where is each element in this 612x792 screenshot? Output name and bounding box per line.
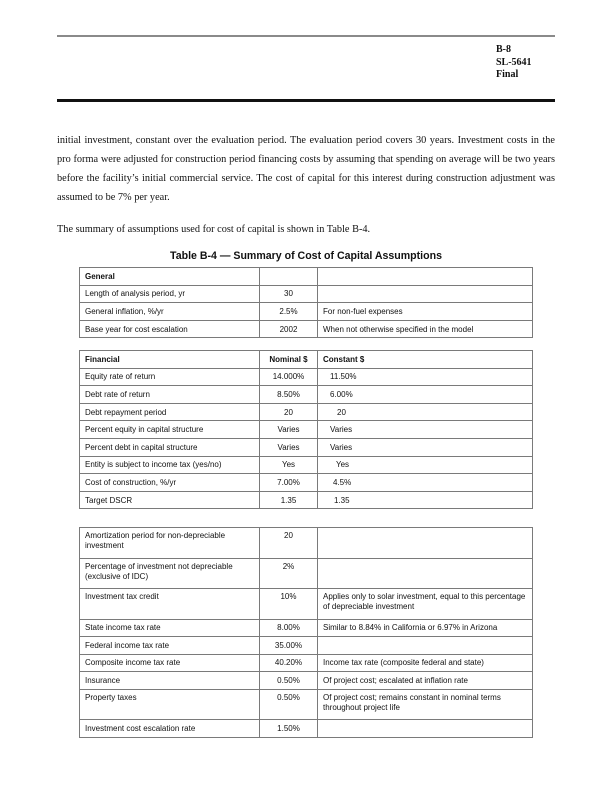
table-caption: Table B-4 — Summary of Cost of Capital Assumptions [170, 250, 442, 262]
other-assumptions-table [79, 527, 533, 738]
header-rule-top [57, 35, 555, 37]
general-assumptions-table [79, 267, 533, 338]
table-header-row [80, 351, 533, 369]
table-row: Composite income tax rate 40.20% Income tax rate (composite federal and state) [80, 654, 533, 672]
table-row: Debt repayment period 20 20 [80, 403, 533, 421]
table-row: Federal income tax rate 35.00% [80, 637, 533, 655]
table-row: Percentage of investment not depreciable (exclusive of IDC) 2% [80, 558, 533, 589]
page-number: B-8 [496, 44, 511, 55]
body-paragraph-1: initial investment, constant over the evaluation period. The evaluation period covers 30 years. Investment costs in the pro forma were adjusted for construction period financing costs by assuming that spending on average will be two years before the facility’s initial commercial service. The cost of capital for this interest during construction adjustment was assumed to be 7% per year. [57, 135, 555, 204]
table-row: Base year for cost escalation 2002 When not otherwise specified in the model [80, 320, 533, 338]
document-id: SL-5641 [496, 56, 532, 68]
table-row: Insurance 0.50% Of project cost; escalated at inflation rate [80, 672, 533, 690]
table-row: Debt rate of return 8.50% 6.00% [80, 386, 533, 404]
table-row: Entity is subject to income tax (yes/no) Yes Yes [80, 456, 533, 474]
table-row: Property taxes 0.50% Of project cost; remains constant in nominal terms throughout project life [80, 689, 533, 720]
section-header-general: General [80, 268, 260, 286]
table-row: Percent equity in capital structure Varies Varies [80, 421, 533, 439]
document-status: Final [496, 69, 519, 80]
table-row: Equity rate of return 14.000% 11.50% [80, 368, 533, 386]
page-header-id [496, 44, 532, 82]
body-paragraph-2: The summary of assumptions used for cost of capital is shown in Table B-4. [57, 224, 371, 236]
table-row: Cost of construction, %/yr 7.00% 4.5% [80, 474, 533, 492]
table-header-row [80, 268, 533, 286]
section-header-financial: Financial [80, 351, 260, 369]
table-row: Percent debt in capital structure Varies Varies [80, 438, 533, 456]
table-row: Length of analysis period, yr 30 [80, 285, 533, 303]
table-row: Investment cost escalation rate 1.50% [80, 720, 533, 738]
table-row: General inflation, %/yr 2.5% For non-fuel expenses [80, 303, 533, 321]
table-row: Investment tax credit 10% Applies only to solar investment, equal to this percentage of depreciable investment [80, 589, 533, 620]
column-header-nominal: Nominal $ [260, 351, 318, 369]
table-row: State income tax rate 8.00% Similar to 8.84% in California or 6.97% in Arizona [80, 619, 533, 637]
table-row: Amortization period for non-depreciable investment 20 [80, 528, 533, 559]
header-rule-bottom [57, 99, 555, 102]
table-row: Target DSCR 1.35 1.35 [80, 491, 533, 509]
financial-assumptions-table [79, 350, 533, 509]
column-header-constant: Constant $ [318, 351, 533, 369]
